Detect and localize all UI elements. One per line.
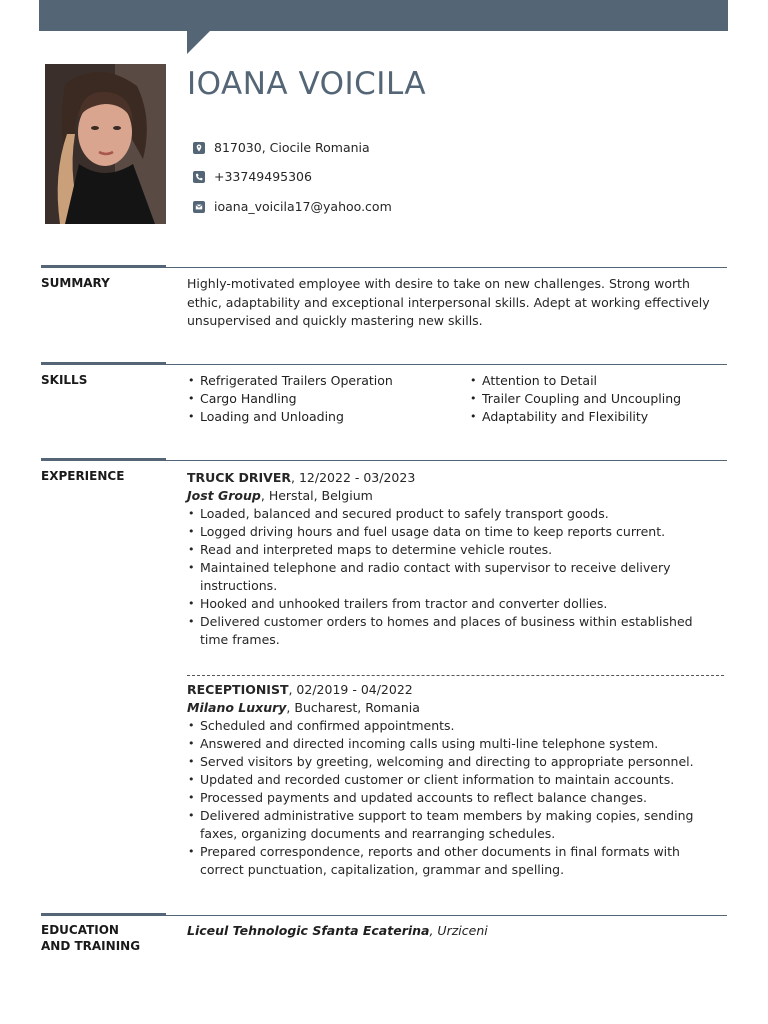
education-title: EDUCATION AND TRAINING <box>41 923 141 953</box>
phone-text: +33749495306 <box>214 169 312 184</box>
list-item: • Updated and recorded customer or client information to maintain accounts. <box>187 771 724 789</box>
experience-rule-left <box>41 458 166 461</box>
job-heading <box>187 680 724 699</box>
employer-location: , Bucharest, Romania <box>286 700 420 715</box>
list-item: • Delivered administrative support to team members by making copies, sending faxes, organizing documents and rearranging schedules. <box>187 807 724 843</box>
list-item: • Hooked and unhooked trailers from tractor and converter dollies. <box>187 595 724 613</box>
list-item: • Logged driving hours and fuel usage data on time to keep reports current. <box>187 523 724 541</box>
list-item: • Processed payments and updated accounts to reflect balance changes. <box>187 789 724 807</box>
list-item: • Answered and directed incoming calls using multi-line telephone system. <box>187 735 724 753</box>
summary-title: SUMMARY <box>41 276 110 290</box>
school-location: , Urziceni <box>429 923 488 938</box>
list-item: • Maintained telephone and radio contact with supervisor to receive delivery instructions. <box>187 559 724 595</box>
skill-item: • Adaptability and Flexibility <box>469 408 681 426</box>
job-heading <box>187 468 724 487</box>
employer-name: Milano Luxury <box>187 700 287 715</box>
job-employer <box>187 699 724 717</box>
list-item: • Scheduled and confirmed appointments. <box>187 717 724 735</box>
job-entry-receptionist <box>187 680 724 879</box>
job-duties <box>187 505 724 649</box>
contact-phone <box>193 169 312 184</box>
school-name: Liceul Tehnologic Sfanta Ecaterina <box>187 923 430 938</box>
list-item: • Loaded, balanced and secured product to safely transport goods. <box>187 505 724 523</box>
phone-icon <box>193 171 205 183</box>
skills-list-left <box>187 372 393 425</box>
skill-item: • Trailer Coupling and Uncoupling <box>469 390 681 408</box>
experience-rule-right <box>166 460 727 461</box>
list-item: • Served visitors by greeting, welcoming and directing to appropriate personnel. <box>187 753 724 771</box>
job-title: TRUCK DRIVER <box>187 470 292 485</box>
job-separator <box>187 675 724 676</box>
skills-title: SKILLS <box>41 373 88 387</box>
job-entry-truck-driver <box>187 468 724 649</box>
contact-email <box>193 199 392 214</box>
contact-address <box>193 140 370 155</box>
summary-text: Highly-motivated employee with desire to take on new challenges. Strong worth ethic, adaptability and exceptional interpersonal skills. Adept at working effectively unsupervised and quickly mastering new skills. <box>187 276 710 328</box>
mail-icon <box>193 201 205 213</box>
employer-location: , Herstal, Belgium <box>260 488 373 503</box>
skill-item: • Refrigerated Trailers Operation <box>187 372 393 390</box>
skill-item: • Cargo Handling <box>187 390 393 408</box>
employer-name: Jost Group <box>187 488 261 503</box>
header-bar <box>39 0 728 31</box>
email-text[interactable]: ioana_voicila17@yahoo.com <box>214 199 392 214</box>
job-dates: , 02/2019 - 04/2022 <box>288 682 413 697</box>
candidate-name: IOANA VOICILA <box>187 66 427 102</box>
list-item: • Read and interpreted maps to determine vehicle routes. <box>187 541 724 559</box>
header-notch <box>187 31 210 54</box>
job-dates: , 12/2022 - 03/2023 <box>291 470 416 485</box>
summary-rule-right <box>166 267 727 268</box>
education-rule-left <box>41 913 166 916</box>
list-item: • Delivered customer orders to homes and places of business within established time frames. <box>187 613 724 649</box>
skills-list-right <box>469 372 681 425</box>
job-title: RECEPTIONIST <box>187 682 289 697</box>
experience-title: EXPERIENCE <box>41 469 125 483</box>
skills-rule-right <box>166 364 727 365</box>
skill-item: • Attention to Detail <box>469 372 681 390</box>
address-text: 817030, Ciocile Romania <box>214 140 370 155</box>
map-pin-icon <box>193 142 205 154</box>
education-entry <box>187 923 488 938</box>
skill-item: • Loading and Unloading <box>187 408 393 426</box>
skills-rule-left <box>41 362 166 365</box>
profile-photo <box>45 64 166 224</box>
summary-rule-left <box>41 265 166 268</box>
education-rule-right <box>166 915 727 916</box>
job-duties <box>187 717 724 879</box>
list-item: • Prepared correspondence, reports and other documents in final formats with correct punctuation, capitalization, grammar and spelling. <box>187 843 724 879</box>
job-employer <box>187 487 724 505</box>
